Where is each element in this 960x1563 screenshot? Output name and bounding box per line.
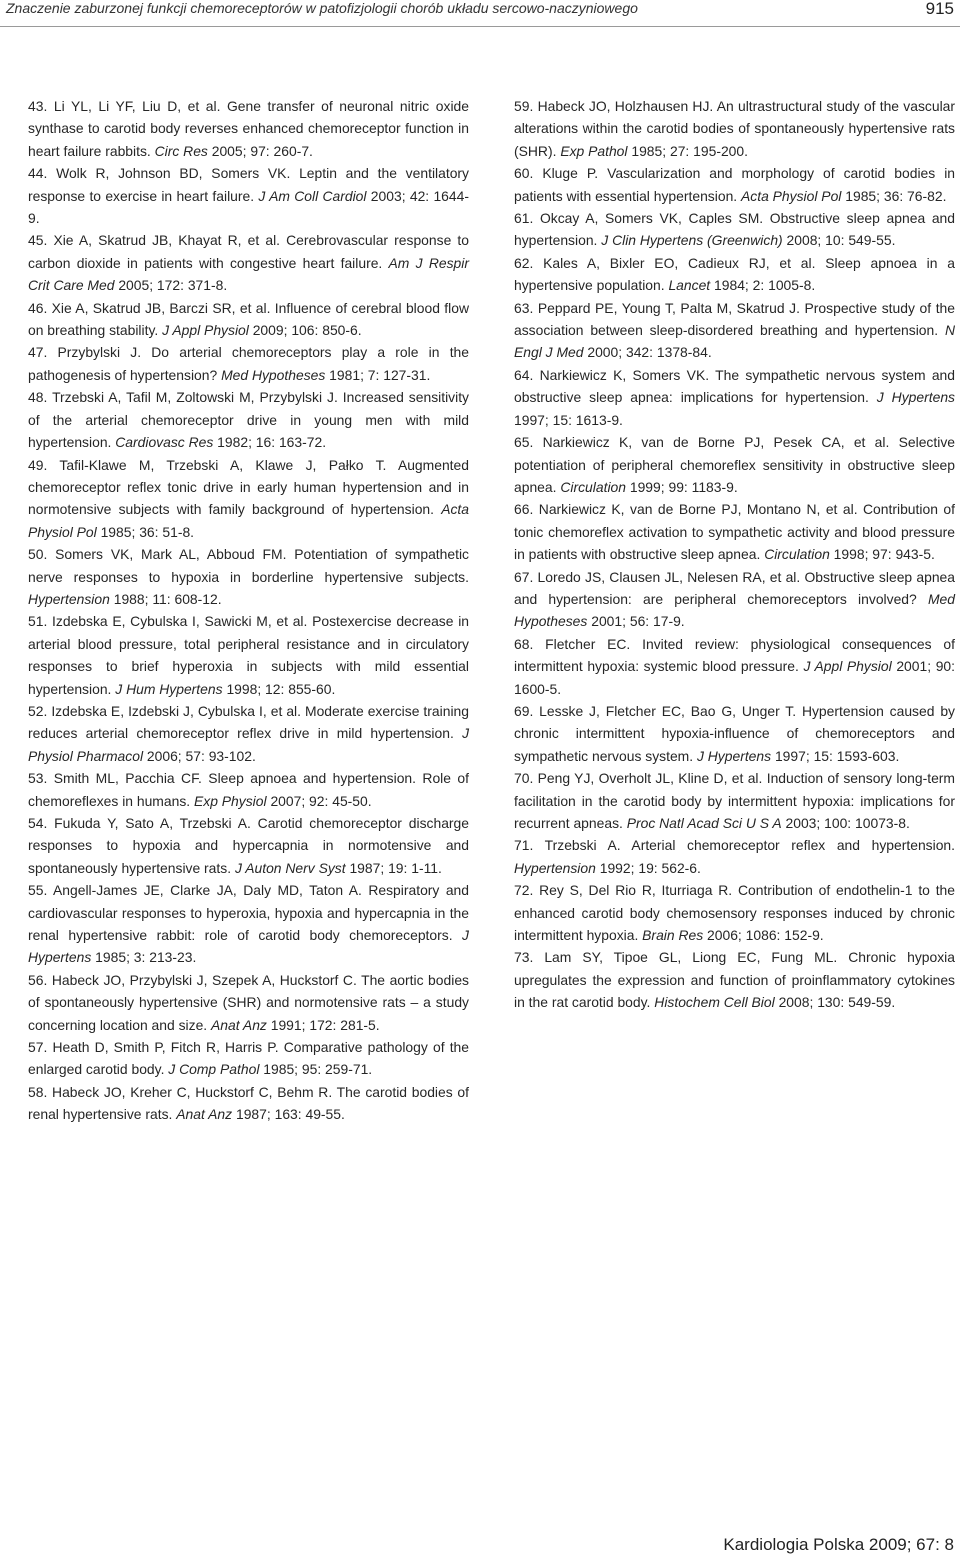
reference-item <box>514 834 955 879</box>
reference-number: 45. <box>28 232 48 249</box>
running-header <box>0 0 960 27</box>
journal-footer: Kardiologia Polska 2009; 67: 8 <box>723 1535 954 1554</box>
reference-details: 2005; 97: 260-7. <box>211 142 313 159</box>
reference-number: 71. <box>514 837 534 854</box>
reference-number: 65. <box>514 434 534 451</box>
reference-item <box>514 252 955 297</box>
reference-journal: Am J Respir Crit Care Med <box>28 254 469 294</box>
reference-journal: Med Hypotheses <box>514 590 956 630</box>
reference-number: 47. <box>28 344 48 361</box>
reference-item <box>28 229 469 296</box>
reference-number: 69. <box>514 702 534 719</box>
page-number: 915 <box>925 0 954 18</box>
reference-item <box>514 207 955 252</box>
reference-journal: Exp Pathol <box>560 142 628 159</box>
reference-item <box>28 162 469 229</box>
reference-details: 2000; 342: 1378-84. <box>587 344 712 361</box>
reference-journal: Hypertension <box>514 859 596 876</box>
reference-text: Wolk R, Johnson BD, Somers VK. Leptin and the ventilatory response to exercise in heart failure. <box>28 165 469 204</box>
reference-journal: J Physiol Pharmacol <box>28 725 470 764</box>
reference-item <box>28 386 469 453</box>
reference-text: Habeck JO, Holzhausen HJ. An ultrastructural study of the vascular alterations within the carotid bodies of spontaneously hypertensive rats (SHR). <box>514 98 956 159</box>
reference-item <box>28 95 469 162</box>
reference-journal: J Auton Nerv Syst <box>234 859 346 876</box>
reference-text: Rey S, Del Rio R, Iturriaga R. Contribution of endothelin-1 to the enhanced carotid body chemosensory responses induced by chronic intermittent hypoxia. <box>514 882 956 944</box>
reference-journal: Hypertension <box>28 590 110 607</box>
reference-item <box>514 162 955 207</box>
reference-text: Li YL, Li YF, Liu D, et al. Gene transfer of neuronal nitric oxide synthase to carotid body reverses enhanced chemoreceptor function in heart failure rabbits. <box>28 98 470 159</box>
reference-item <box>514 946 955 1013</box>
reference-text: Okcay A, Somers VK, Caples SM. Obstructive sleep apnea and hypertension. <box>514 210 955 249</box>
reference-number: 67. <box>514 568 534 585</box>
reference-number: 68. <box>514 635 534 652</box>
reference-text: Narkiewicz K, Somers VK. The sympathetic nervous system and obstructive sleep apnea: implications for hypertension. <box>514 366 955 406</box>
reference-number: 54. <box>28 815 48 831</box>
reference-journal: J Hum Hypertens <box>115 680 223 697</box>
reference-item <box>28 610 469 700</box>
reference-details: 1999; 99: 1183-9. <box>629 478 738 495</box>
reference-number: 51. <box>28 613 48 630</box>
reference-item <box>514 633 955 700</box>
reference-details: 2008; 130: 549-59. <box>778 994 896 1011</box>
reference-journal: J Appl Physiol <box>162 322 249 339</box>
reference-details: 1985; 3: 213-23. <box>95 949 197 966</box>
reference-number: 50. <box>28 546 48 563</box>
reference-journal: Proc Natl Acad Sci U S A <box>626 815 782 831</box>
reference-number: 61. <box>514 210 534 227</box>
reference-item <box>28 543 469 610</box>
reference-journal: J Am Coll Cardiol <box>258 187 367 204</box>
reference-journal: J Comp Pathol <box>168 1061 260 1078</box>
reference-item <box>28 879 469 969</box>
reference-journal: J Hypertens <box>876 389 955 406</box>
reference-text: Lesske J, Fletcher EC, Bao G, Unger T. Hypertension caused by chronic intermittent hypoxia-influence of chemoreceptors and sympathetic nervous system. <box>514 702 955 764</box>
reference-text: Loredo JS, Clausen JL, Nelesen RA, et al. Obstructive sleep apnea and hypertension: are peripheral chemoreceptors involved? <box>514 568 955 607</box>
reference-item <box>514 431 955 498</box>
reference-text: Trzebski A. Arterial chemoreceptor reflex and hypertension. <box>544 837 956 854</box>
reference-details: 1987; 163: 49-55. <box>235 1106 345 1123</box>
reference-text: Habeck JO, Przybylski J, Szepek A, Huckstorf C. The aortic bodies of spontaneously hypertensive (SHR) and normotensive rats – a study concerning location and size. <box>28 971 469 1033</box>
reference-journal: Lancet <box>668 277 711 294</box>
reference-details: 1982; 16: 163-72. <box>217 434 327 451</box>
reference-details: 2001; 90: 1600-5. <box>514 658 956 697</box>
reference-item <box>28 454 469 544</box>
reference-number: 59. <box>514 98 534 114</box>
reference-details: 1998; 12: 855-60. <box>226 680 336 697</box>
reference-item <box>28 1081 469 1126</box>
reference-details: 1984; 2: 1005-8. <box>714 277 816 294</box>
reference-journal: N Engl J Med <box>514 322 955 361</box>
reference-item <box>28 767 469 812</box>
reference-details: 2003; 100: 10073-8. <box>785 815 910 831</box>
reference-text: Narkiewicz K, van de Borne PJ, Montano N, et al. Contribution of tonic chemoreflex activation to sympathetic activity and blood pressure in patients with obstructive sleep apnea. <box>514 501 955 563</box>
reference-text: Habeck JO, Kreher C, Huckstorf C, Behm R. The carotid bodies of renal hypertensive rats. <box>28 1083 469 1123</box>
reference-details: 1981; 7: 127-31. <box>329 366 431 383</box>
running-title: Znaczenie zaburzonej funkcji chemoreceptorów w patofizjologii chorób układu sercowo-naczyniowego <box>6 0 638 16</box>
reference-journal: Acta Physiol Pol <box>741 187 842 204</box>
reference-journal: Circ Res <box>154 142 208 159</box>
reference-details: 1987; 19: 1-11. <box>349 859 442 876</box>
reference-journal: J Clin Hypertens (Greenwich) <box>601 232 783 249</box>
reference-text: Narkiewicz K, van de Borne PJ, Pesek CA, et al. Selective potentiation of peripheral chemoreflex sensitivity in obstructive sleep apnea. <box>514 434 955 495</box>
reference-text: Kales A, Bixler EO, Cadieux RJ, et al. Sleep apnoea in a hypertensive population. <box>514 254 955 294</box>
reference-number: 57. <box>28 1039 48 1056</box>
reference-text: Tafil-Klawe M, Trzebski A, Klawe J, Pałko T. Augmented chemoreceptor reflex tonic drive in early human hypertension and in normotensive subjects with family background of hypertension. <box>28 456 469 518</box>
reference-number: 48. <box>28 389 48 406</box>
reference-number: 62. <box>514 254 534 271</box>
reference-number: 63. <box>514 299 534 316</box>
reference-item <box>514 498 955 565</box>
reference-journal: J Hypertens <box>696 747 772 764</box>
reference-journal: Anat Anz <box>211 1016 267 1033</box>
reference-details: 1998; 97: 943-5. <box>833 546 935 563</box>
reference-item <box>514 364 955 431</box>
reference-details: 2008; 10: 549-55. <box>786 232 896 249</box>
reference-details: 2006; 1086: 152-9. <box>707 927 824 944</box>
reference-number: 56. <box>28 971 48 988</box>
reference-number: 49. <box>28 456 48 473</box>
reference-item <box>28 1036 469 1081</box>
reference-details: 1991; 172: 281-5. <box>270 1016 380 1033</box>
reference-number: 70. <box>514 770 534 787</box>
reference-journal: Anat Anz <box>176 1106 233 1123</box>
reference-text: Kluge P. Vascularization and morphology of carotid bodies in patients with essential hypertension. <box>514 165 956 204</box>
reference-text: Lam SY, Tipoe GL, Liong EC, Fung ML. Chronic hypoxia upregulates the expression and function of proinflammatory cytokines in the rat carotid body. <box>514 949 955 1011</box>
reference-text: Peng YJ, Overholt JL, Kline D, et al. Induction of sensory long-term facilitation in the carotid body by intermittent hypoxia: implications for recurrent apneas. <box>514 770 955 831</box>
reference-item <box>514 566 955 633</box>
reference-details: 1985; 27: 195-200. <box>631 142 748 159</box>
reference-number: 58. <box>28 1083 48 1100</box>
reference-text: Fletcher EC. Invited review: physiological consequences of intermittent hypoxia: systemic blood pressure. <box>514 635 955 675</box>
reference-journal: Brain Res <box>642 927 704 944</box>
reference-number: 55. <box>28 882 48 899</box>
reference-details: 2003; 42: 1644-9. <box>28 187 469 227</box>
reference-number: 46. <box>28 299 48 316</box>
reference-number: 66. <box>514 501 534 518</box>
reference-details: 2007; 92: 45-50. <box>270 792 372 809</box>
reference-text: Trzebski A, Tafil M, Zoltowski M, Przybylski J. Increased sensitivity of the arterial chemoreceptor drive in young men with mild hypertension. <box>28 389 470 451</box>
reference-details: 2005; 172: 371-8. <box>118 277 228 294</box>
reference-text: Smith ML, Pacchia CF. Sleep apnoea and hypertension. Role of chemoreflexes in humans. <box>28 770 469 809</box>
reference-item <box>514 95 955 162</box>
reference-number: 44. <box>28 165 48 182</box>
reference-number: 64. <box>514 366 534 383</box>
reference-details: 1985; 36: 76-82. <box>845 187 947 204</box>
reference-item <box>514 700 955 767</box>
reference-text: Angell-James JE, Clarke JA, Daly MD, Taton A. Respiratory and cardiovascular responses to hyperoxia, hypoxia and hypercapnia in the renal hypertensive rabbit: role of carotid body chemoreceptors. <box>28 882 469 944</box>
reference-journal: Circulation <box>764 546 830 563</box>
reference-details: 1997; 15: 1593-603. <box>774 747 900 764</box>
reference-journal: Med Hypotheses <box>221 366 326 383</box>
reference-details: 2001; 56: 17-9. <box>591 613 685 630</box>
reference-journal: Histochem Cell Biol <box>654 994 775 1011</box>
reference-details: 1985; 36: 51-8. <box>100 523 195 540</box>
reference-number: 53. <box>28 770 48 787</box>
reference-number: 73. <box>514 949 534 966</box>
reference-number: 72. <box>514 882 534 899</box>
reference-text: Heath D, Smith P, Fitch R, Harris P. Comparative pathology of the enlarged carotid body. <box>28 1039 469 1078</box>
reference-details: 1997; 15: 1613-9. <box>514 411 623 428</box>
reference-item <box>28 341 469 386</box>
reference-details: 2006; 57: 93-102. <box>146 747 256 764</box>
reference-journal: Acta Physiol Pol <box>28 501 469 540</box>
reference-journal: J Appl Physiol <box>803 658 892 675</box>
references-left-column <box>28 95 469 1126</box>
reference-details: 1985; 95: 259-71. <box>263 1061 373 1078</box>
reference-journal: Circulation <box>560 478 626 495</box>
reference-details: 1992; 19: 562-6. <box>599 859 701 876</box>
reference-details: 1988; 11: 608-12. <box>113 590 222 607</box>
reference-item <box>28 969 469 1036</box>
reference-journal: J Hypertens <box>28 927 469 966</box>
reference-text: Somers VK, Mark AL, Abboud FM. Potentiation of sympathetic nerve responses to hypoxia in borderline hypertensive subjects. <box>28 546 469 585</box>
reference-details: 2009; 106: 850-6. <box>252 322 362 339</box>
reference-text: Xie A, Skatrud JB, Barczi SR, et al. Influence of cerebral blood flow on breathing stability. <box>28 299 469 339</box>
reference-text: Przybylski J. Do arterial chemoreceptors play a role in the pathogenesis of hypertension? <box>28 344 470 383</box>
reference-journal: Exp Physiol <box>194 792 267 809</box>
reference-text: Fukuda Y, Sato A, Trzebski A. Carotid chemoreceptor discharge responses to hypoxia and hypercapnia in normotensive and spontaneously hypertensive rats. <box>28 815 470 876</box>
reference-journal: Cardiovasc Res <box>115 434 214 451</box>
reference-number: 52. <box>28 702 48 719</box>
reference-item <box>514 767 955 834</box>
reference-item <box>28 297 469 342</box>
reference-text: Izdebska E, Cybulska I, Sawicki M, et al. Postexercise decrease in arterial blood pressure, total peripheral resistance and in circulatory responses to brief hyperoxia in subjects with mild essential hypertension. <box>28 613 470 697</box>
reference-text: Izdebska E, Izdebski J, Cybulska I, et al. Moderate exercise training reduces arterial chemoreceptor reflex drive in mild hypertension. <box>28 702 469 742</box>
reference-item <box>514 297 955 364</box>
reference-item <box>28 700 469 767</box>
reference-number: 60. <box>514 165 534 182</box>
reference-number: 43. <box>28 98 48 114</box>
reference-text: Xie A, Skatrud JB, Khayat R, et al. Cerebrovascular response to carbon dioxide in patients with congestive heart failure. <box>28 232 470 271</box>
references-right-column <box>514 95 955 1014</box>
reference-text: Peppard PE, Young T, Palta M, Skatrud J. Prospective study of the association between sleep-disordered breathing and hypertension. <box>514 299 955 339</box>
reference-item <box>28 812 469 879</box>
reference-item <box>514 879 955 946</box>
